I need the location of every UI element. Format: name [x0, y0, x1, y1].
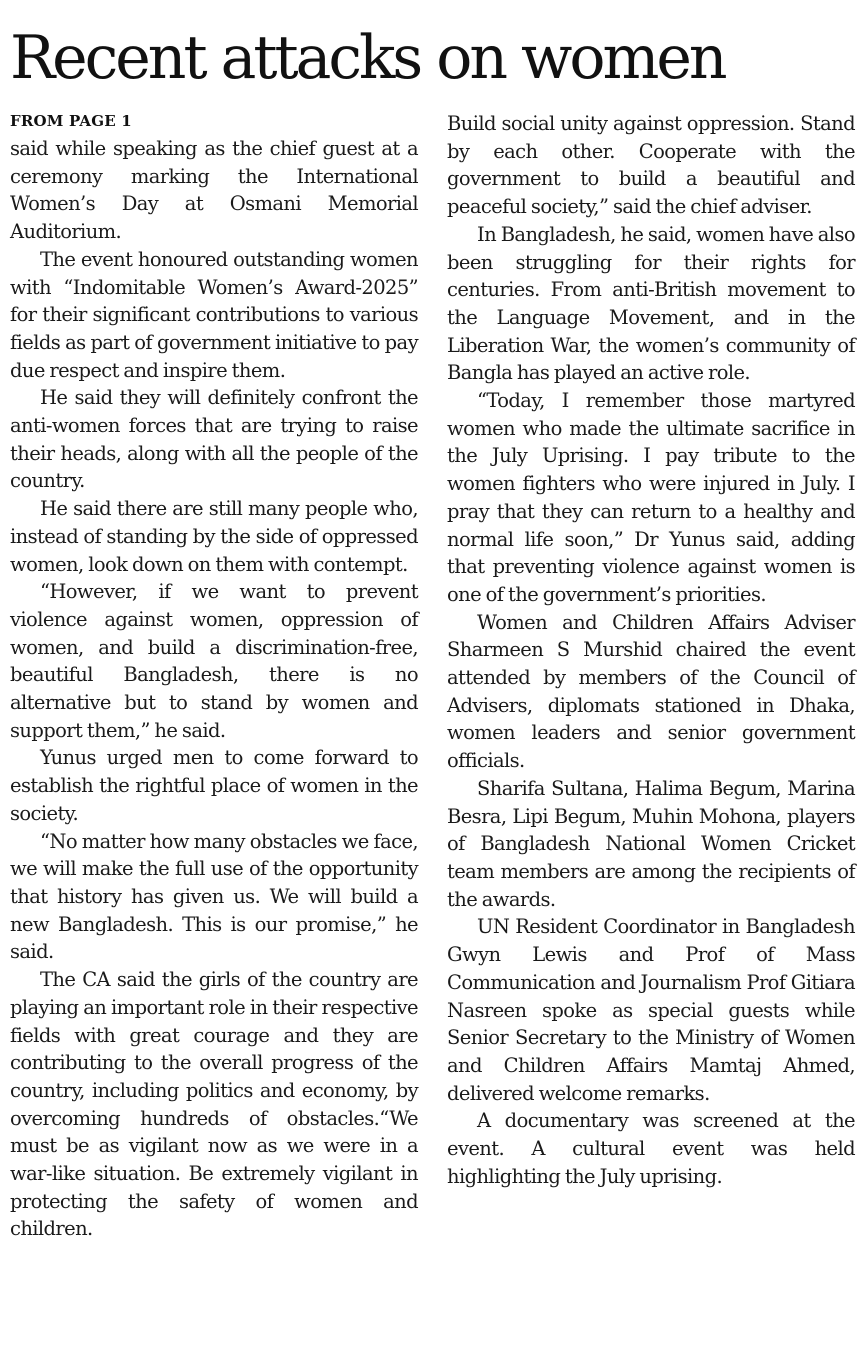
- headline: Recent attacks on women: [10, 23, 725, 93]
- paragraph: The event honoured outstanding women with “Indomitable Women’s Award-2025” for their significant contributions to various fields as part of government initiative to pay due respect and inspire them.: [10, 247, 418, 382]
- right-column: [447, 110, 855, 1190]
- left-column: [10, 110, 418, 1243]
- continuation-kicker: FROM PAGE 1: [10, 112, 132, 130]
- paragraph: He said they will definitely confront the anti-women forces that are trying to raise their heads, along with all the people of the country.: [10, 386, 418, 493]
- paragraph: said while speaking as the chief guest at a ceremony marking the International Women’s Day at Osmani Memorial Auditorium.: [10, 137, 418, 244]
- paragraph: UN Resident Coordinator in Bangladesh Gwyn Lewis and Prof of Mass Communication and Journalism Prof Gitiara Nasreen spoke as special guests while Senior Secretary to the Ministry of Women and Children Affairs Mamtaj Ahmed, delivered welcome remarks.: [447, 915, 855, 1105]
- paragraph: “However, if we want to prevent violence against women, oppression of women, and build a discrimination-free, beautiful Bangladesh, there is no alternative but to stand by women and support them,” he said.: [10, 580, 418, 742]
- paragraph: Yunus urged men to come forward to establish the rightful place of women in the society.: [10, 746, 418, 825]
- paragraph: A documentary was screened at the event. A cultural event was held highlighting the July uprising.: [447, 1109, 855, 1188]
- paragraph: The CA said the girls of the country are playing an important role in their respective fields with great courage and they are contributing to the overall progress of the country, including politics and economy, by overcoming hundreds of obstacles.“We must be as vigilant now as we were in a war-like situation. Be extremely vigilant in protecting the safety of women and children.: [10, 968, 418, 1241]
- paragraph: He said there are still many people who, instead of standing by the side of oppressed women, look down on them with contempt.: [10, 497, 418, 576]
- paragraph: Sharifa Sultana, Halima Begum, Marina Besra, Lipi Begum, Muhin Mohona, players of Bangladesh National Women Cricket team members are among the recipients of the awards.: [447, 776, 855, 911]
- paragraph: Build social unity against oppression. Stand by each other. Cooperate with the government to build a beautiful and peaceful society,” said the chief adviser.: [447, 112, 855, 219]
- paragraph: “Today, I remember those martyred women who made the ultimate sacrifice in the July Uprising. I pay tribute to the women fighters who were injured in July. I pray that they can return to a healthy and normal life soon,” Dr Yunus said, adding that preventing violence against women is one of the government’s priorities.: [447, 389, 855, 606]
- paragraph: In Bangladesh, he said, women have also been struggling for their rights for centuries. From anti-British movement to the Language Movement, and in the Liberation War, the women’s community of Bangla has played an active role.: [447, 222, 855, 385]
- paragraph: Women and Children Affairs Adviser Sharmeen S Murshid chaired the event attended by members of the Council of Advisers, diplomats stationed in Dhaka, women leaders and senior government officials.: [447, 610, 855, 773]
- paragraph: “No matter how many obstacles we face, we will make the full use of the opportunity that history has given us. We will build a new Bangladesh. This is our promise,” he said.: [10, 829, 418, 964]
